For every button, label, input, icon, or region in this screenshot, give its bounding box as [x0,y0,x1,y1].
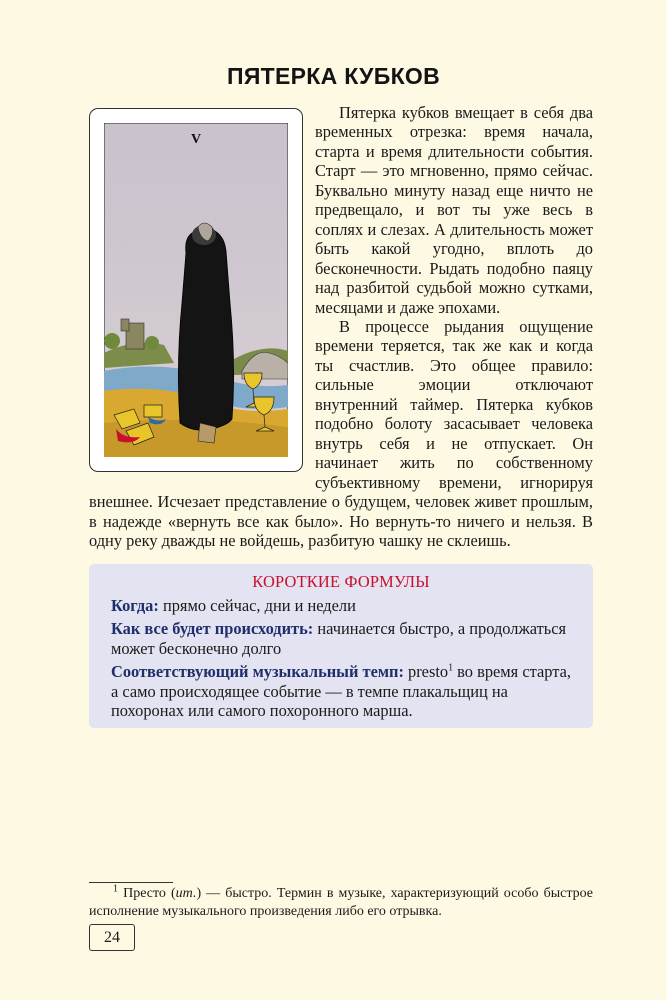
footnote-mark: 1 [113,883,118,895]
formula-label: Соответствующий музыкальный темп: [111,662,404,681]
formula-label: Когда: [111,595,159,615]
formulas-title: КОРОТКИЕ ФОРМУЛЫ [252,572,430,591]
page-number: 24 [89,924,135,951]
formula-text: presto [403,662,449,681]
footnote-ref[interactable]: 1 [448,662,454,674]
formula-when [111,596,571,616]
formula-tempo [111,662,571,721]
main-text [89,103,593,550]
footnote [89,885,593,921]
paragraph: Пятерка кубков вмещает в себя два временных отрезка: время начала, старта и время длительности события. Старт — это мгновенно, прямо сейчас. Буквально минуту назад еще ничто не предвещало, и вот ты уже весь в соплях и слезах. А длительность может быть какой угодно, вплоть до бесконечности. Рыдать подобно паяцу над разбитой судьбой можно сутками, месяцами и даже эпохами. [315,103,593,317]
formula-label: Как все будет происходить: [111,619,314,638]
formula-text: начинается быстро, а продолжаться может бесконечно долго [111,619,567,658]
page-title: ПЯТЕРКА КУБКОВ [226,63,441,89]
card-numeral: V [190,132,202,147]
formula-text: во время старта, а само происходящее событие — в темпе плакальщиц на похоронах или самого похоронного марша. [111,662,571,720]
formula-text: прямо сейчас, дни и недели [158,595,356,615]
footnote-text: ) — быстро. Термин в музыке, характеризующий особо быстрое исполнение музыкального произведения либо его отрывка. [89,886,593,919]
short-formulas-box [89,564,593,728]
formula-how [111,619,571,658]
footnote-italic: ит. [175,886,197,901]
footnote-text: Престо ( [118,886,176,901]
footnote-divider [89,882,173,883]
paragraph: В процессе рыдания ощущение времени теряется, так же как и когда ты счастлив. Это общее правило: сильные эмоции отключают внутренний таймер. Пятерка кубков подобно болоту засасывает человека внутрь себя и не отпускает. Он начинает жить по собственному субъективному времени, игнорируя внешнее. Исчезает представление о будущем, человек живет прошлым, в надежде «вернуть все как было». Но вернуть-то ничего и нельзя. В одну реку дважды не войдешь, разбитую чашку не склеишь. [89,316,593,550]
